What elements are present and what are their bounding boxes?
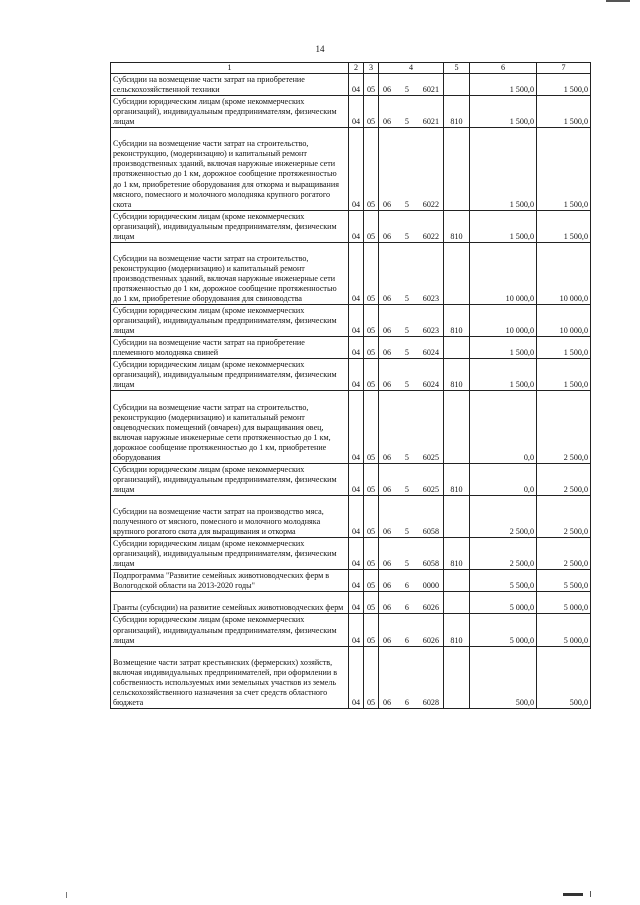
row-col-3: 05	[364, 463, 379, 495]
row-code-part-a: 06	[383, 603, 392, 613]
row-col-4	[379, 242, 444, 304]
row-col-6: 5 000,0	[470, 592, 537, 614]
row-col-3: 05	[364, 646, 379, 708]
row-col-2: 04	[349, 614, 364, 646]
row-col-7: 1 500,0	[537, 96, 591, 128]
row-col-6: 0,0	[470, 463, 537, 495]
table-header-row	[111, 63, 591, 74]
row-code-part-c: 6026	[422, 603, 439, 613]
row-col-6: 10 000,0	[470, 242, 537, 304]
header-col-7: 7	[537, 63, 591, 74]
row-code-part-a: 06	[383, 452, 392, 462]
scan-corner-mark	[606, 0, 630, 5]
row-col-7: 1 500,0	[537, 128, 591, 210]
row-code-part-c: 6058	[422, 559, 439, 569]
row-col-2: 04	[349, 305, 364, 337]
row-col-2: 04	[349, 74, 364, 96]
page-number: 14	[315, 44, 325, 54]
row-col-5: 810	[444, 96, 470, 128]
row-col-5	[444, 128, 470, 210]
row-col-2: 04	[349, 463, 364, 495]
header-col-5: 5	[444, 63, 470, 74]
row-name: Субсидии юридическим лицам (кроме некоммерческих организаций), индивидуальным предпринимателям, физическим лицам	[111, 96, 349, 128]
row-col-6: 1 500,0	[470, 74, 537, 96]
row-col-4	[379, 391, 444, 463]
row-code-part-b: 5	[404, 199, 409, 209]
row-col-7: 2 500,0	[537, 463, 591, 495]
row-code-part-c: 0000	[422, 581, 439, 591]
row-col-5: 810	[444, 538, 470, 570]
row-col-3: 05	[364, 128, 379, 210]
row-code-part-c: 6026	[422, 635, 439, 645]
row-col-5: 810	[444, 210, 470, 242]
row-col-5: 810	[444, 305, 470, 337]
header-col-1: 1	[111, 63, 349, 74]
row-code-part-a: 06	[383, 697, 392, 707]
row-name: Субсидии на возмещение части затрат на строительство, реконструкцию, (модернизацию) и капитальный ремонт производственных зданий, включая наружные инженерные сети протяженностью до 1 км, дорожное сообщение протяженностью до 1 км, приобретение оборудования для откорма и выращивания мясного, помесного и молочного молодняка крупного рогатого скота	[111, 128, 349, 210]
row-code-part-a: 06	[383, 635, 392, 645]
row-col-4	[379, 495, 444, 537]
table-row	[111, 74, 591, 96]
row-name: Субсидии на возмещение части затрат на приобретение сельскохозяйственной техники	[111, 74, 349, 96]
row-col-6: 2 500,0	[470, 538, 537, 570]
row-code-part-c: 6024	[422, 348, 439, 358]
row-col-4	[379, 463, 444, 495]
row-col-7: 10 000,0	[537, 305, 591, 337]
row-col-4	[379, 337, 444, 359]
row-col-4	[379, 570, 444, 592]
row-col-3: 05	[364, 570, 379, 592]
row-col-2: 04	[349, 210, 364, 242]
row-col-4	[379, 538, 444, 570]
row-code-part-b: 5	[404, 117, 409, 127]
row-code-part-c: 6024	[422, 380, 439, 390]
row-col-2: 04	[349, 242, 364, 304]
row-code-part-c: 6058	[422, 527, 439, 537]
table-row	[111, 337, 591, 359]
table-row	[111, 242, 591, 304]
row-col-4	[379, 96, 444, 128]
row-col-4	[379, 359, 444, 391]
row-col-5	[444, 242, 470, 304]
budget-table	[110, 62, 591, 709]
row-name: Возмещение части затрат крестьянских (фермерских) хозяйств, включая индивидуальных предпринимателей, при оформлении в собственность используемых ими земельных участков из земель сельскохозяйственного назначения за счет средств областного бюджета	[111, 646, 349, 708]
row-col-6: 5 000,0	[470, 614, 537, 646]
row-code-part-c: 6022	[422, 231, 439, 241]
row-code-part-c: 6021	[422, 85, 439, 95]
row-code-part-a: 06	[383, 348, 392, 358]
row-col-2: 04	[349, 391, 364, 463]
row-col-5	[444, 570, 470, 592]
row-col-2: 04	[349, 96, 364, 128]
row-col-6: 1 500,0	[470, 359, 537, 391]
row-col-5	[444, 592, 470, 614]
row-col-2: 04	[349, 646, 364, 708]
row-col-4	[379, 614, 444, 646]
row-col-3: 05	[364, 592, 379, 614]
row-col-2: 04	[349, 359, 364, 391]
row-col-2: 04	[349, 128, 364, 210]
row-col-3: 05	[364, 359, 379, 391]
row-col-6: 500,0	[470, 646, 537, 708]
row-code-part-b: 5	[404, 348, 409, 358]
row-col-5	[444, 495, 470, 537]
table-row	[111, 646, 591, 708]
table-row	[111, 538, 591, 570]
row-col-4	[379, 74, 444, 96]
row-code-part-a: 06	[383, 85, 392, 95]
row-col-4	[379, 646, 444, 708]
row-col-2: 04	[349, 337, 364, 359]
row-col-6: 2 500,0	[470, 495, 537, 537]
row-col-4	[379, 128, 444, 210]
row-col-7: 2 500,0	[537, 538, 591, 570]
row-col-6: 0,0	[470, 391, 537, 463]
row-col-4	[379, 305, 444, 337]
header-col-2: 2	[349, 63, 364, 74]
row-col-3: 05	[364, 337, 379, 359]
table-row	[111, 495, 591, 537]
row-name: Гранты (субсидии) на развитие семейных животноводческих ферм	[111, 592, 349, 614]
row-code-part-a: 06	[383, 117, 392, 127]
table-row	[111, 592, 591, 614]
header-col-4: 4	[379, 63, 444, 74]
row-code-part-a: 06	[383, 231, 392, 241]
row-code-part-a: 06	[383, 199, 392, 209]
row-col-6: 1 500,0	[470, 96, 537, 128]
row-col-7: 5 500,0	[537, 570, 591, 592]
table-row	[111, 614, 591, 646]
scan-mark	[66, 892, 67, 898]
row-code-part-c: 6023	[422, 294, 439, 304]
row-col-4	[379, 592, 444, 614]
row-col-7: 1 500,0	[537, 359, 591, 391]
row-code-part-b: 6	[404, 635, 409, 645]
row-name: Подпрограмма "Развитие семейных животноводческих ферм в Вологодской области на 2013-2020 годы"	[111, 570, 349, 592]
row-col-5	[444, 646, 470, 708]
row-col-7: 2 500,0	[537, 391, 591, 463]
row-code-part-b: 5	[404, 380, 409, 390]
row-col-3: 05	[364, 614, 379, 646]
row-code-part-b: 6	[404, 603, 409, 613]
row-col-6: 1 500,0	[470, 210, 537, 242]
row-code-part-b: 6	[404, 697, 409, 707]
scan-mark	[590, 891, 591, 897]
row-code-part-c: 6023	[422, 326, 439, 336]
row-code-part-b: 5	[404, 452, 409, 462]
row-col-3: 05	[364, 495, 379, 537]
row-col-3: 05	[364, 242, 379, 304]
row-col-3: 05	[364, 305, 379, 337]
row-col-7: 2 500,0	[537, 495, 591, 537]
row-col-7: 1 500,0	[537, 74, 591, 96]
row-code-part-b: 5	[404, 85, 409, 95]
row-name: Субсидии юридическим лицам (кроме некоммерческих организаций), индивидуальным предпринимателям, физическим лицам	[111, 359, 349, 391]
header-col-3: 3	[364, 63, 379, 74]
row-col-7: 1 500,0	[537, 337, 591, 359]
row-col-7: 10 000,0	[537, 242, 591, 304]
header-col-6: 6	[470, 63, 537, 74]
row-col-5: 810	[444, 614, 470, 646]
row-col-5	[444, 391, 470, 463]
row-col-6: 1 500,0	[470, 128, 537, 210]
row-name: Субсидии на возмещение части затрат на строительство, реконструкцию (модернизацию) и капитальный ремонт производственных зданий, включая наружные инженерные сети протяженностью до 1 км, дорожное сообщение протяженностью до 1 км, приобретение оборудования для свиноводства	[111, 242, 349, 304]
row-code-part-a: 06	[383, 581, 392, 591]
row-code-part-b: 5	[404, 559, 409, 569]
row-col-2: 04	[349, 592, 364, 614]
row-col-5: 810	[444, 359, 470, 391]
row-code-part-b: 6	[404, 581, 409, 591]
row-col-6: 5 500,0	[470, 570, 537, 592]
row-col-2: 04	[349, 570, 364, 592]
row-code-part-c: 6022	[422, 199, 439, 209]
row-col-4	[379, 210, 444, 242]
row-col-7: 1 500,0	[537, 210, 591, 242]
row-col-3: 05	[364, 96, 379, 128]
row-code-part-b: 5	[404, 326, 409, 336]
row-col-5: 810	[444, 463, 470, 495]
row-col-3: 05	[364, 538, 379, 570]
row-code-part-c: 6025	[422, 484, 439, 494]
row-code-part-c: 6021	[422, 117, 439, 127]
row-name: Субсидии юридическим лицам (кроме некоммерческих организаций), индивидуальным предпринимателям, физическим лицам	[111, 305, 349, 337]
row-code-part-a: 06	[383, 484, 392, 494]
row-col-7: 500,0	[537, 646, 591, 708]
row-col-7: 5 000,0	[537, 592, 591, 614]
row-name: Субсидии на возмещение части затрат на строительство, реконструкцию (модернизацию) и капитальный ремонт овцеводческих помещений (овчарен) для выращивания овец, включая наружные инженерные сети протяженностью до 1 км, дорожное сообщение протяженностью до 1 км, приобретение оборудования	[111, 391, 349, 463]
row-code-part-b: 5	[404, 484, 409, 494]
row-col-2: 04	[349, 538, 364, 570]
row-code-part-a: 06	[383, 326, 392, 336]
row-col-7: 5 000,0	[537, 614, 591, 646]
row-col-3: 05	[364, 391, 379, 463]
row-code-part-b: 5	[404, 294, 409, 304]
row-col-3: 05	[364, 74, 379, 96]
row-col-3: 05	[364, 210, 379, 242]
row-code-part-b: 5	[404, 231, 409, 241]
row-code-part-c: 6025	[422, 452, 439, 462]
table-row	[111, 359, 591, 391]
row-col-6: 10 000,0	[470, 305, 537, 337]
table-row	[111, 463, 591, 495]
row-name: Субсидии на возмещение части затрат на производство мяса, полученного от мясного, помесного и молочного молодняка крупного рогатого скота для выращивания и откорма	[111, 495, 349, 537]
row-col-2: 04	[349, 495, 364, 537]
table-row	[111, 96, 591, 128]
row-code-part-a: 06	[383, 294, 392, 304]
row-col-6: 1 500,0	[470, 337, 537, 359]
row-name: Субсидии юридическим лицам (кроме некоммерческих организаций), индивидуальным предпринимателям, физическим лицам	[111, 614, 349, 646]
table-row	[111, 305, 591, 337]
row-name: Субсидии юридическим лицам (кроме некоммерческих организаций), индивидуальным предпринимателям, физическим лицам	[111, 538, 349, 570]
row-name: Субсидии юридическим лицам (кроме некоммерческих организаций), индивидуальным предпринимателям, физическим лицам	[111, 210, 349, 242]
table-row	[111, 128, 591, 210]
table-row	[111, 210, 591, 242]
row-name: Субсидии юридическим лицам (кроме некоммерческих организаций), индивидуальным предпринимателям, физическим лицам	[111, 463, 349, 495]
scan-mark	[563, 893, 583, 896]
row-code-part-a: 06	[383, 559, 392, 569]
row-col-5	[444, 337, 470, 359]
row-code-part-b: 5	[404, 527, 409, 537]
row-code-part-c: 6028	[422, 697, 439, 707]
table-row	[111, 570, 591, 592]
table-row	[111, 391, 591, 463]
row-col-5	[444, 74, 470, 96]
row-code-part-a: 06	[383, 527, 392, 537]
row-name: Субсидии на возмещение части затрат на приобретение племенного молодняка свиней	[111, 337, 349, 359]
row-code-part-a: 06	[383, 380, 392, 390]
